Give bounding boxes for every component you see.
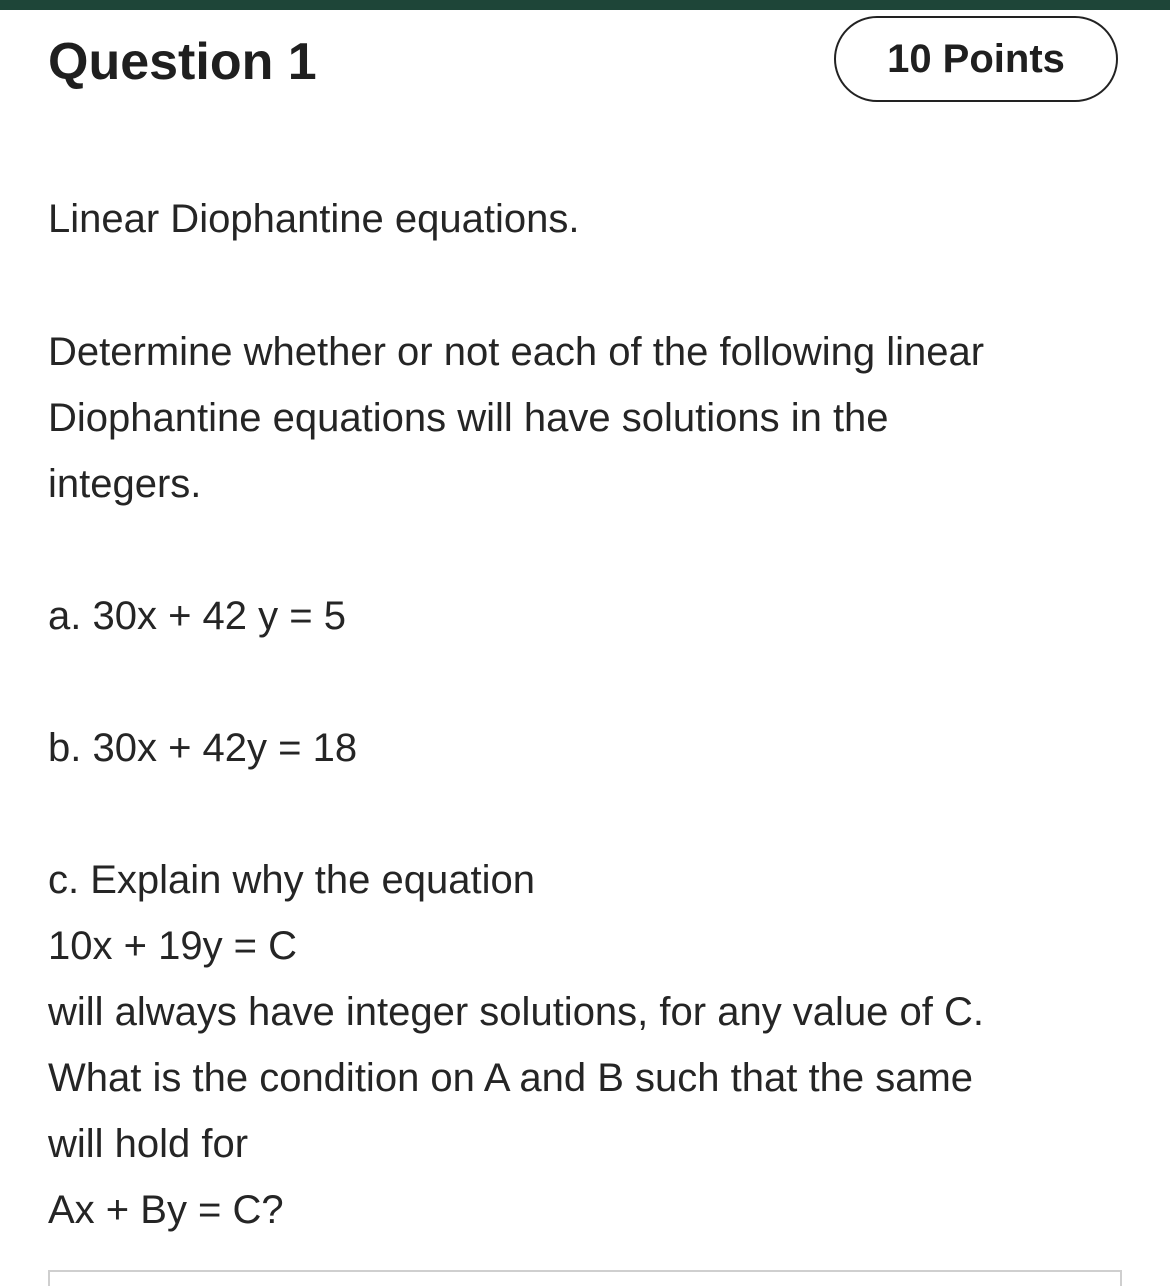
question-topic: Linear Diophantine equations. (48, 197, 580, 241)
top-accent-bar (0, 0, 1170, 10)
part-c-general-equation: Ax + By = C? (48, 1188, 284, 1232)
question-title: Question 1 (48, 33, 317, 91)
instruction-line-2: Diophantine equations will have solutions in the (48, 396, 889, 440)
part-a: a. 30x + 42 y = 5 (48, 594, 346, 638)
points-badge: 10 Points (834, 16, 1118, 102)
part-b: b. 30x + 42y = 18 (48, 726, 358, 770)
instruction-line-1: Determine whether or not each of the following linear (48, 330, 985, 374)
instruction-line-3: integers. (48, 462, 202, 506)
part-c-equation: 10x + 19y = C (48, 924, 298, 968)
part-c-line-5: will hold for (48, 1122, 249, 1166)
part-c-line-3: will always have integer solutions, for any value of C. (48, 990, 985, 1034)
part-c-line-1: c. Explain why the equation (48, 858, 535, 902)
part-c-line-4: What is the condition on A and B such that the same (48, 1056, 974, 1100)
answer-input[interactable] (48, 1270, 1122, 1286)
